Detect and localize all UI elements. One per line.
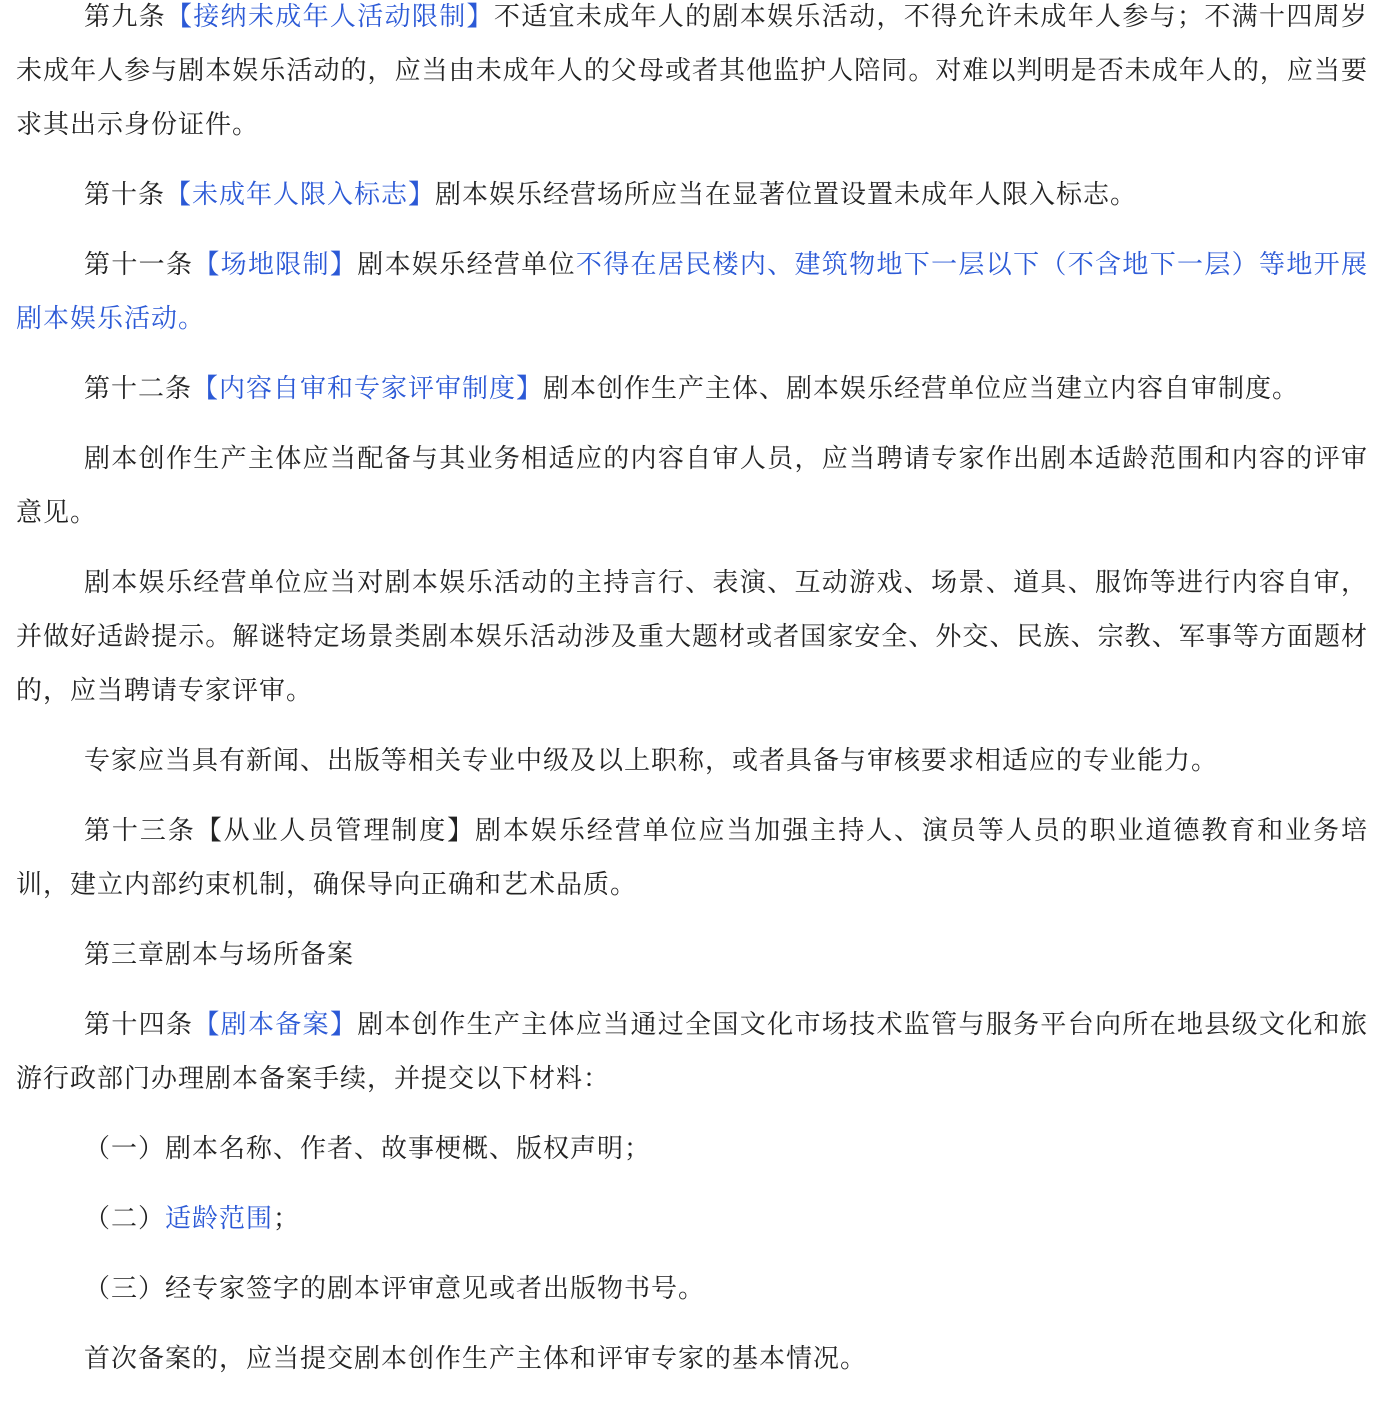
article-12-heading-link[interactable]: 【内容自审和专家评审制度】 xyxy=(192,374,544,404)
article-9 xyxy=(16,0,1368,152)
age-range-link[interactable]: 适龄范围 xyxy=(165,1204,274,1234)
article-10-prefix: 第十条 xyxy=(84,180,166,210)
article-12 xyxy=(16,362,1368,416)
list-item-1: （一）剧本名称、作者、故事梗概、版权声明； xyxy=(84,1134,652,1164)
article-11-prefix: 第十一条 xyxy=(84,250,194,280)
article-12-prefix: 第十二条 xyxy=(84,374,193,404)
chapter-3-title: 第三章剧本与场所备案 xyxy=(84,940,355,970)
article-13: 第十三条【从业人员管理制度】剧本娱乐经营单位应当加强主持人、演员等人员的职业道德教育和业务培训，建立内部约束机制，确保导向正确和艺术品质。 xyxy=(16,816,1368,900)
article-11 xyxy=(16,238,1368,346)
article-9-prefix: 第九条 xyxy=(84,2,166,32)
article-11-heading-link[interactable]: 【场地限制】 xyxy=(193,250,358,280)
list-item-2 xyxy=(16,1192,1368,1246)
paragraph-first-filing: 首次备案的，应当提交剧本创作生产主体和评审专家的基本情况。 xyxy=(84,1344,868,1374)
article-9-body: 不适宜未成年人的剧本娱乐活动，不得允许未成年人参与；不满十四周岁未成年人参与剧本娱乐活动的，应当由未成年人的父母或者其他监护人陪同。对难以判明是否未成年人的，应当要求其出示身份证件。 xyxy=(16,2,1368,140)
article-9-heading-link[interactable]: 【接纳未成年人活动限制】 xyxy=(165,2,494,32)
article-10 xyxy=(16,168,1368,222)
article-11-body-link[interactable]: 不得在居民楼内、建筑物地下一层以下（不含地下一层）等地开展剧本娱乐活动。 xyxy=(16,250,1368,334)
article-12-body: 剧本创作生产主体、剧本娱乐经营单位应当建立内容自审制度。 xyxy=(543,374,1300,404)
article-10-heading-link[interactable]: 【未成年人限入标志】 xyxy=(165,180,436,210)
paragraph-expert-qualification: 专家应当具有新闻、出版等相关专业中级及以上职称，或者具备与审核要求相适应的专业能力。 xyxy=(84,746,1219,776)
article-14-prefix: 第十四条 xyxy=(84,1010,194,1040)
paragraph-self-review-staff: 剧本创作生产主体应当配备与其业务相适应的内容自审人员，应当聘请专家作出剧本适龄范围和内容的评审意见。 xyxy=(16,444,1368,528)
article-14 xyxy=(16,998,1368,1106)
article-11-body: 剧本娱乐经营单位 xyxy=(357,250,576,280)
list-item-2-suffix: ； xyxy=(273,1204,301,1234)
article-14-heading-link[interactable]: 【剧本备案】 xyxy=(193,1010,358,1040)
list-item-3: （三）经专家签字的剧本评审意见或者出版物书号。 xyxy=(84,1274,706,1304)
paragraph-operator-review: 剧本娱乐经营单位应当对剧本娱乐活动的主持言行、表演、互动游戏、场景、道具、服饰等进行内容自审，并做好适龄提示。解谜特定场景类剧本娱乐活动涉及重大题材或者国家安全、外交、民族、宗教、军事等方面题材的，应当聘请专家评审。 xyxy=(16,568,1368,706)
list-item-2-prefix: （二） xyxy=(84,1204,166,1234)
article-14-body: 剧本创作生产主体应当通过全国文化市场技术监管与服务平台向所在地县级文化和旅游行政部门办理剧本备案手续，并提交以下材料： xyxy=(16,1010,1368,1094)
article-10-body: 剧本娱乐经营场所应当在显著位置设置未成年人限入标志。 xyxy=(435,180,1138,210)
